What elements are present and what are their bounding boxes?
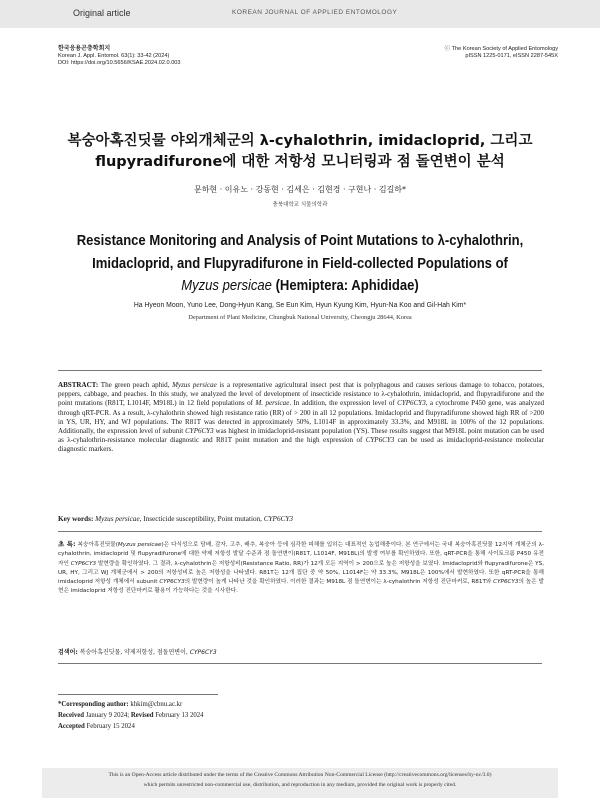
korean-abstract-text: 발현량을 확인하였다. 그 결과, λ-cyhalothrin은 저항성비(Resistance Ratio, RR)가 12개 모든 지역이 > 200으로 높은 저항성을 보였다. Imidacloprid와 flupyradifurone은 YS, UR, HY, 그리고 WJ 개체군에서 > 200의 저항성비로 높은 저항성을 나타냈다. R81T는 12개 집단 중 약 50%, L1014F는 약 33.3%, M918L은 100%에서 발현하였다. 또한 qRT-PCR을 통해 imidacloprid 저항성 개체에서 subunit (58, 560, 544, 585)
accepted-label: Accepted (58, 723, 85, 730)
korean-title-line-1: 복숭아혹진딧물 야외개체군의 λ-cyhalothrin, imidacloprid, 그리고 (67, 133, 533, 149)
license-line-2: which permits unrestricted non-commercial use, distribution, and reproduction in any medium, provided the original work is properly cited. (143, 781, 457, 788)
english-title-line-2: Imidacloprid, and Flupyradifurone in Field-collected Populations of (92, 254, 508, 272)
divider-bottom (58, 663, 542, 664)
keyword-species: Myzus persicae (95, 515, 140, 523)
korean-abstract-species: Myzus persicae (117, 542, 162, 548)
korean-abstract-text: )은 다식성으로 담배, 감자, 고추, 배추, 복숭아 등에 심각한 피해를 입히는 대표적인 농업해충이다. 본 연구에서는 국내 복숭아혹진딧물 12지역 개체군의 λ-cyhalothrin, imidacloprid 및 flupyradifurone에 대한 약제 저항성 발달 수준과 점 돌연변이(R81T, L1014F, M918L)의 발생 여부를 확인하였다. 또한, qRT-PCR을 통해 사이토크롬 P450 유전자인 (58, 542, 544, 567)
citation-line: Korean J. Appl. Entomol. 63(1): 33-42 (2024) (58, 53, 170, 60)
keyword-gene: CYP6CY3 (263, 515, 293, 523)
korean-keywords-label: 검색어: (58, 649, 78, 656)
english-keywords (58, 515, 544, 523)
header-bar (0, 0, 600, 28)
accepted-date: February 15 2024 (84, 723, 135, 730)
abstract-species: Myzus persicae (172, 381, 217, 389)
korean-abstract (58, 540, 544, 597)
korean-keyword-gene: CYP6CY3 (189, 649, 217, 656)
keywords-label: Key words: (58, 515, 94, 523)
keywords-text: , Insecticide susceptibility, Point mutation, (139, 515, 264, 523)
taxon-note: (Hemiptera: Aphididae) (271, 277, 419, 294)
journal-name: KOREAN JOURNAL OF APPLIED ENTOMOLOGY (232, 9, 398, 16)
korean-abstract-gene: CYP6CY3 (159, 579, 185, 585)
english-abstract (58, 381, 544, 455)
korean-keywords (58, 647, 544, 656)
copyright-line: ⓒ The Korean Society of Applied Entomology (444, 46, 558, 52)
english-title-line-1: Resistance Monitoring and Analysis of Point Mutations to λ-cyhalothrin, (76, 232, 524, 249)
accepted-line (58, 721, 204, 732)
corresponding-author (58, 699, 204, 710)
korean-affiliation: 충북대학교 식물의학과 (272, 202, 328, 208)
korean-abstract-label: 초 록: (58, 540, 76, 548)
license-line-1: This is an Open-Access article distributed under the terms of the Creative Commons Attribution Non-Commercial License (http://creativecommons.org/licenses/by-nc/3.0) (108, 772, 492, 778)
korean-abstract-text: 복숭아혹진딧물( (75, 542, 118, 548)
license-notice (42, 768, 558, 798)
footnote-rule (58, 694, 218, 695)
abstract-text: was highest in imidacloprid-resistant population (YS). These results suggest that M918L point mutation can be used as λ-cyhalothrin-resistance molecular diagnostic and R81T point mutation and the high expression of (58, 427, 545, 445)
correspondence-block (58, 699, 204, 732)
abstract-species: M. persicae (255, 399, 290, 408)
abstract-gene: CYP6CY3 (365, 436, 395, 445)
revised-label: Revised (130, 712, 154, 719)
divider-top (58, 370, 542, 371)
abstract-text: , a cytochrome P450 gene, was analyzed through qRT-PCR. As a result, λ-cyhalothrin showed high resistance ratio (RR) of > 200 in all 12 populations. Imidacloprid and flupyradifurone showed high RR of >200 in YS, UR, HY, and WJ populations. The R81T was detected in approximately 50%, L1014F in approximately 33.3%, and M918L in 100% of the 12 populations. Additionally, the expression level of subunit (58, 399, 544, 436)
abstract-gene: CYP6CY3 (185, 427, 214, 436)
citation-block (58, 46, 181, 68)
author-email[interactable]: khkim@cbnu.ac.kr (128, 701, 183, 708)
received-label: Received (58, 712, 85, 719)
korean-title (40, 131, 560, 173)
doi-link[interactable]: DOI: https://doi.org/10.5656/KSAE.2024.02.0.003 (58, 60, 181, 67)
corresponding-label: *Corresponding author: (58, 701, 129, 708)
article-type: Original article (73, 8, 131, 18)
abstract-label: ABSTRACT: (58, 381, 99, 389)
korean-abstract-gene: CYP6CY3 (70, 560, 97, 567)
copyright-block (445, 46, 558, 60)
english-affiliation: Department of Plant Medicine, Chungbuk National University, Cheongju 28644, Korea (188, 314, 412, 321)
english-title-line-3 (76, 275, 523, 298)
revised-date: February 13 2024 (153, 712, 204, 719)
abstract-gene: CYP6CY3 (397, 399, 426, 408)
received-revised (58, 710, 204, 721)
english-authors: Ha Hyeon Moon, Yuno Lee, Dong-Hyun Kang, Se Eun Kim, Hyun Kyung Kim, Hyun-Na Koo and Gil-Hah Kim* (133, 300, 467, 309)
korean-abstract-text: 의 발현량이 높게 나타난 것을 확인하였다. 이러한 결과는 M918L 점 돌연변이는 λ-cyhalothrin 저항성 진단마커로, R81T와 (184, 579, 494, 585)
korean-authors: 문하현 · 이유노 · 강동현 · 김세은 · 김현경 · 구현나 · 김길하* (193, 185, 407, 194)
korean-abstract-text: 의 높은 발현은 imidacloprid 저항성 진단마커로 활용이 가능하다는 것을 시사한다. (58, 579, 544, 595)
abstract-text: . In addition, the expression level of (289, 399, 398, 408)
korean-title-line-2: flupyradifurone에 대한 저항성 모니터링과 점 돌연변이 분석 (95, 154, 505, 170)
korean-keywords-text: 복숭아혹진딧물, 약제저항성, 점돌연변이, (77, 649, 190, 656)
species-name: Myzus persicae (181, 277, 272, 294)
abstract-text: can be used as imidacloprid-resistance molecular diagnostic markers. (58, 436, 544, 454)
divider-middle (58, 531, 542, 532)
korean-abstract-gene: CYP6CY3 (493, 579, 519, 585)
received-date: January 9 2024; (84, 712, 131, 719)
english-title (76, 230, 523, 298)
abstract-text: The green peach aphid, (98, 381, 173, 389)
journal-korean-name: 한국응용곤충학회지 (58, 46, 111, 52)
abstract-text: is a representative agricultural insect pest that is polyphagous and causes serious damage to tobacco, potatoes, peppers, cabbage, and peaches. In this study, we analyzed the level of development of insecticide resistance to λ-cyhalothrin, imidacloprid, and flupyradifurone and the point mutations (R81T, L1014F, M918L) in 12 field populations of (58, 381, 545, 408)
issn-line: pISSN 1225-0171, eISSN 2287-545X (465, 53, 558, 60)
